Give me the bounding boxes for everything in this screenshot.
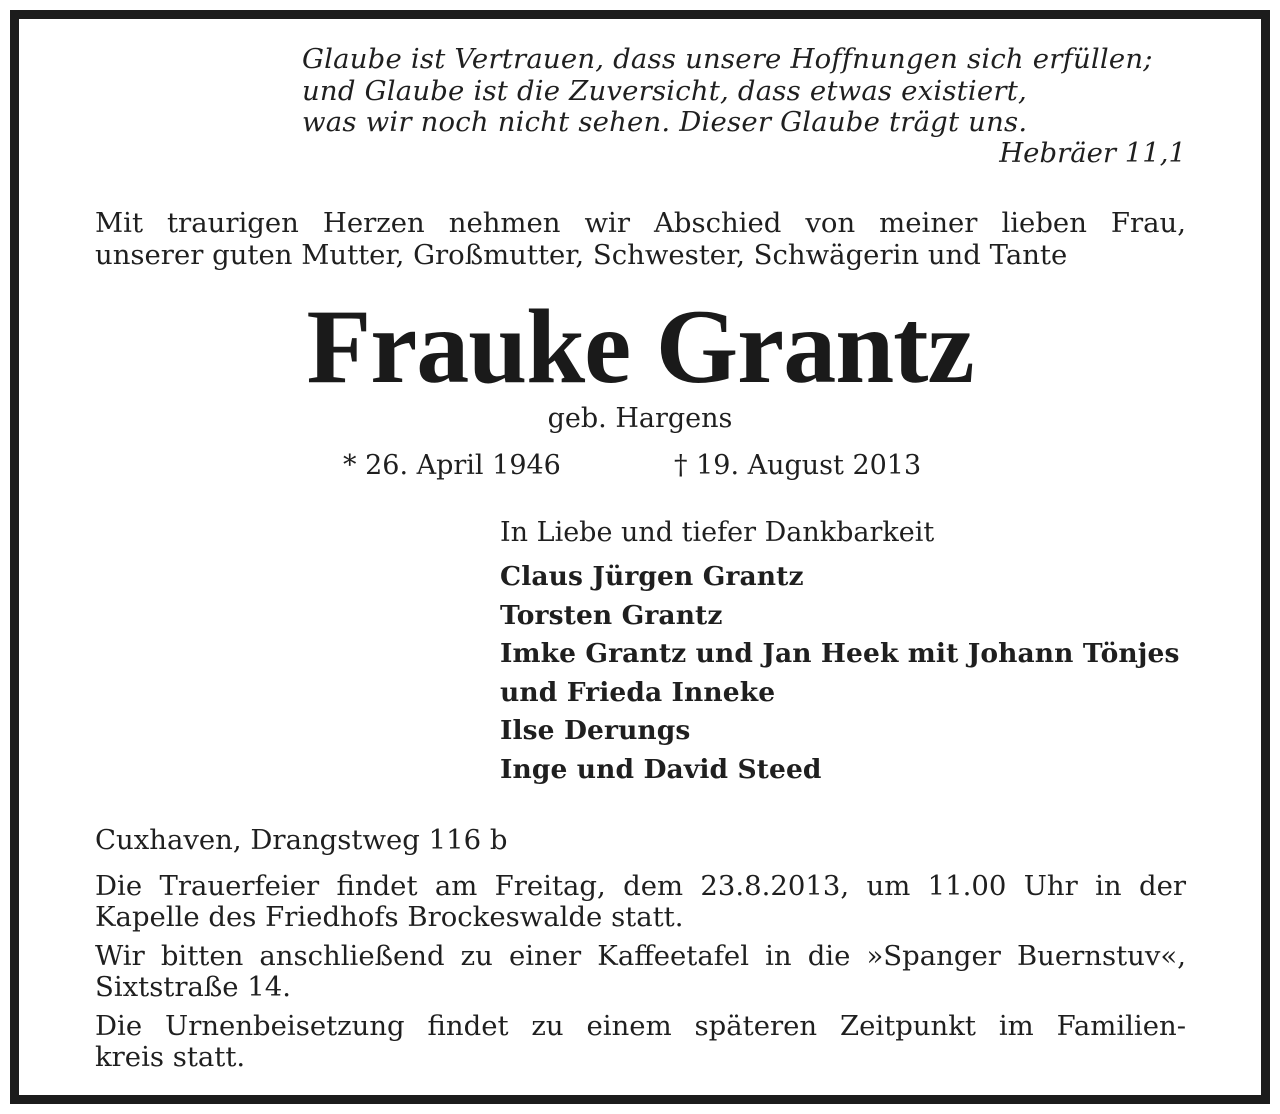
mourner-name: Claus Jürgen Grantz — [500, 561, 804, 592]
maiden-name: geb. Hargens — [547, 403, 733, 434]
verse-line: was wir noch nicht sehen. Dieser Glaube trägt uns. — [302, 106, 1028, 138]
intro-text — [95, 208, 1186, 271]
intro-line: unserer guten Mutter, Großmutter, Schwester, Schwägerin und Tante — [95, 238, 1068, 271]
verse-source: Hebräer 11,1 — [999, 137, 1186, 169]
mourner-name: Imke Grantz und Jan Heek mit Johann Tönjes — [500, 638, 1180, 669]
death-date: † 19. August 2013 — [674, 450, 922, 481]
birth-date: * 26. April 1946 — [343, 450, 561, 481]
address: Cuxhaven, Drangstweg 116 b — [95, 824, 508, 856]
urn-paragraph — [95, 1011, 1186, 1073]
intro-line: Mit traurigen Herzen nehmen wir Abschied von meiner lieben Frau, — [95, 207, 1186, 239]
info-line: Sixtstraße 14. — [95, 971, 292, 1003]
funeral-info — [95, 871, 1186, 1081]
info-line: kreis statt. — [95, 1041, 246, 1073]
info-line: Wir bitten anschließend zu einer Kaffeetafel in die »Spanger Buernstuv«, — [95, 940, 1186, 972]
deceased-name: Frauke Grantz — [306, 288, 974, 405]
coffee-paragraph — [95, 941, 1186, 1003]
mourners-block — [500, 516, 1190, 789]
mourner-name: Ilse Derungs — [500, 715, 691, 746]
mourners-intro: In Liebe und tiefer Dankbarkeit — [500, 517, 935, 548]
verse-line: Glaube ist Vertrauen, dass unsere Hoffnungen sich erfüllen; — [302, 43, 1153, 75]
mourner-name: Torsten Grantz — [500, 599, 723, 631]
bible-verse — [302, 44, 1186, 139]
info-line: Kapelle des Friedhofs Brockeswalde statt. — [95, 901, 684, 933]
funeral-paragraph — [95, 871, 1186, 933]
verse-line: und Glaube ist die Zuversicht, dass etwas existiert, — [302, 74, 1027, 107]
mourner-name: und Frieda Inneke — [500, 676, 776, 708]
mourner-name: Inge und David Steed — [500, 753, 822, 785]
info-line: Die Urnenbeisetzung findet zu einem späteren Zeitpunkt im Familien- — [95, 1010, 1186, 1042]
info-line: Die Trauerfeier findet am Freitag, dem 23.8.2013, um 11.00 Uhr in der — [95, 870, 1186, 902]
